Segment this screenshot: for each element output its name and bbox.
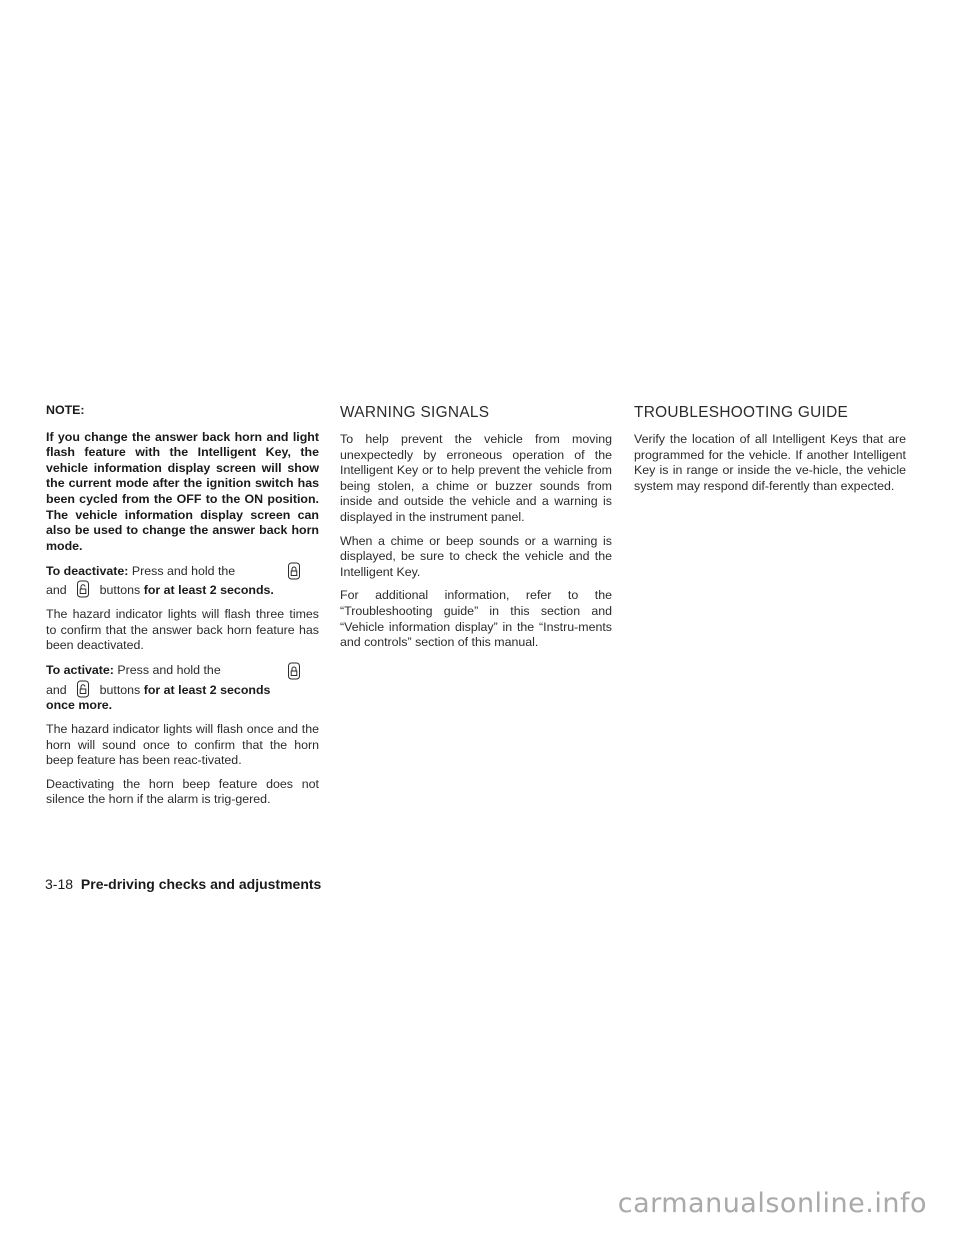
troubleshooting-heading: TROUBLESHOOTING GUIDE xyxy=(634,404,849,421)
activate-press-text: Press and hold the xyxy=(117,662,221,677)
activate-result: The hazard indicator lights will flash once and the horn will sound once to confirm that the horn beep feature has been reac-tivated. xyxy=(46,721,319,768)
warning-para-3: For additional information, refer to the “Troubleshooting guide” in this section and “Vehicle information display” in the “Instru-ments and controls” section of this manual. xyxy=(340,588,612,650)
deactivate-label: To deactivate: xyxy=(46,563,129,578)
deactivating-note: Deactivating the horn beep feature does not silence the horn if the alarm is trig-gered. xyxy=(46,776,319,807)
buttons-text: buttons xyxy=(99,682,141,697)
troubleshooting-para-1: Verify the location of all Intelligent Keys that are programmed for the vehicle. If another Intelligent Key is in range or inside the ve-hicle, the vehicle system may respond dif-ferently than expected. xyxy=(634,432,906,493)
left-column xyxy=(46,403,319,816)
warning-para-2: When a chime or beep sounds or a warning is displayed, be sure to check the vehicle and the Intelligent Key. xyxy=(340,533,612,579)
watermark: carmanualsonline.info xyxy=(617,1188,927,1219)
section-title: Pre-driving checks and adjustments xyxy=(80,876,322,892)
warning-para-1: To help prevent the vehicle from moving unexpectedly by erroneous operation of the Intelligent Key or to help prevent the vehicle from being stolen, a chime or buzzer sounds from inside and outside the vehicle and a warning is displayed in the instrument panel. xyxy=(340,432,612,524)
and-text: and xyxy=(46,682,67,697)
unlock-key-icon xyxy=(76,580,90,598)
activate-instruction xyxy=(46,662,319,714)
middle-column xyxy=(340,403,612,659)
activate-label: To activate: xyxy=(46,662,114,677)
deactivate-press-text: Press and hold the xyxy=(131,563,236,578)
page-number: 3-18 xyxy=(45,876,74,892)
deactivate-result: The hazard indicator lights will flash three times to confirm that the answer back horn feature has been deactivated. xyxy=(46,606,319,653)
warning-signals-heading: WARNING SIGNALS xyxy=(340,404,490,421)
unlock-key-icon xyxy=(76,680,90,698)
lock-key-icon xyxy=(287,662,301,680)
buttons-text: buttons xyxy=(99,583,141,598)
activate-time: for at least 2 seconds xyxy=(143,682,271,697)
note-text: If you change the answer back horn and light flash feature with the Intelligent Key, the vehicle information display screen will show the current mode after the ignition switch has been cycled from the OFF to the ON position. The vehicle information display screen can also be used to change the answer back horn mode. xyxy=(46,429,319,553)
activate-time-2: once more. xyxy=(46,698,113,713)
deactivate-instruction xyxy=(46,562,319,599)
lock-key-icon xyxy=(287,562,301,580)
note-label: NOTE: xyxy=(46,403,85,417)
and-text: and xyxy=(46,583,67,598)
deactivate-time: for at least 2 seconds. xyxy=(143,583,274,598)
right-column xyxy=(634,403,906,502)
page-footer xyxy=(45,876,321,892)
